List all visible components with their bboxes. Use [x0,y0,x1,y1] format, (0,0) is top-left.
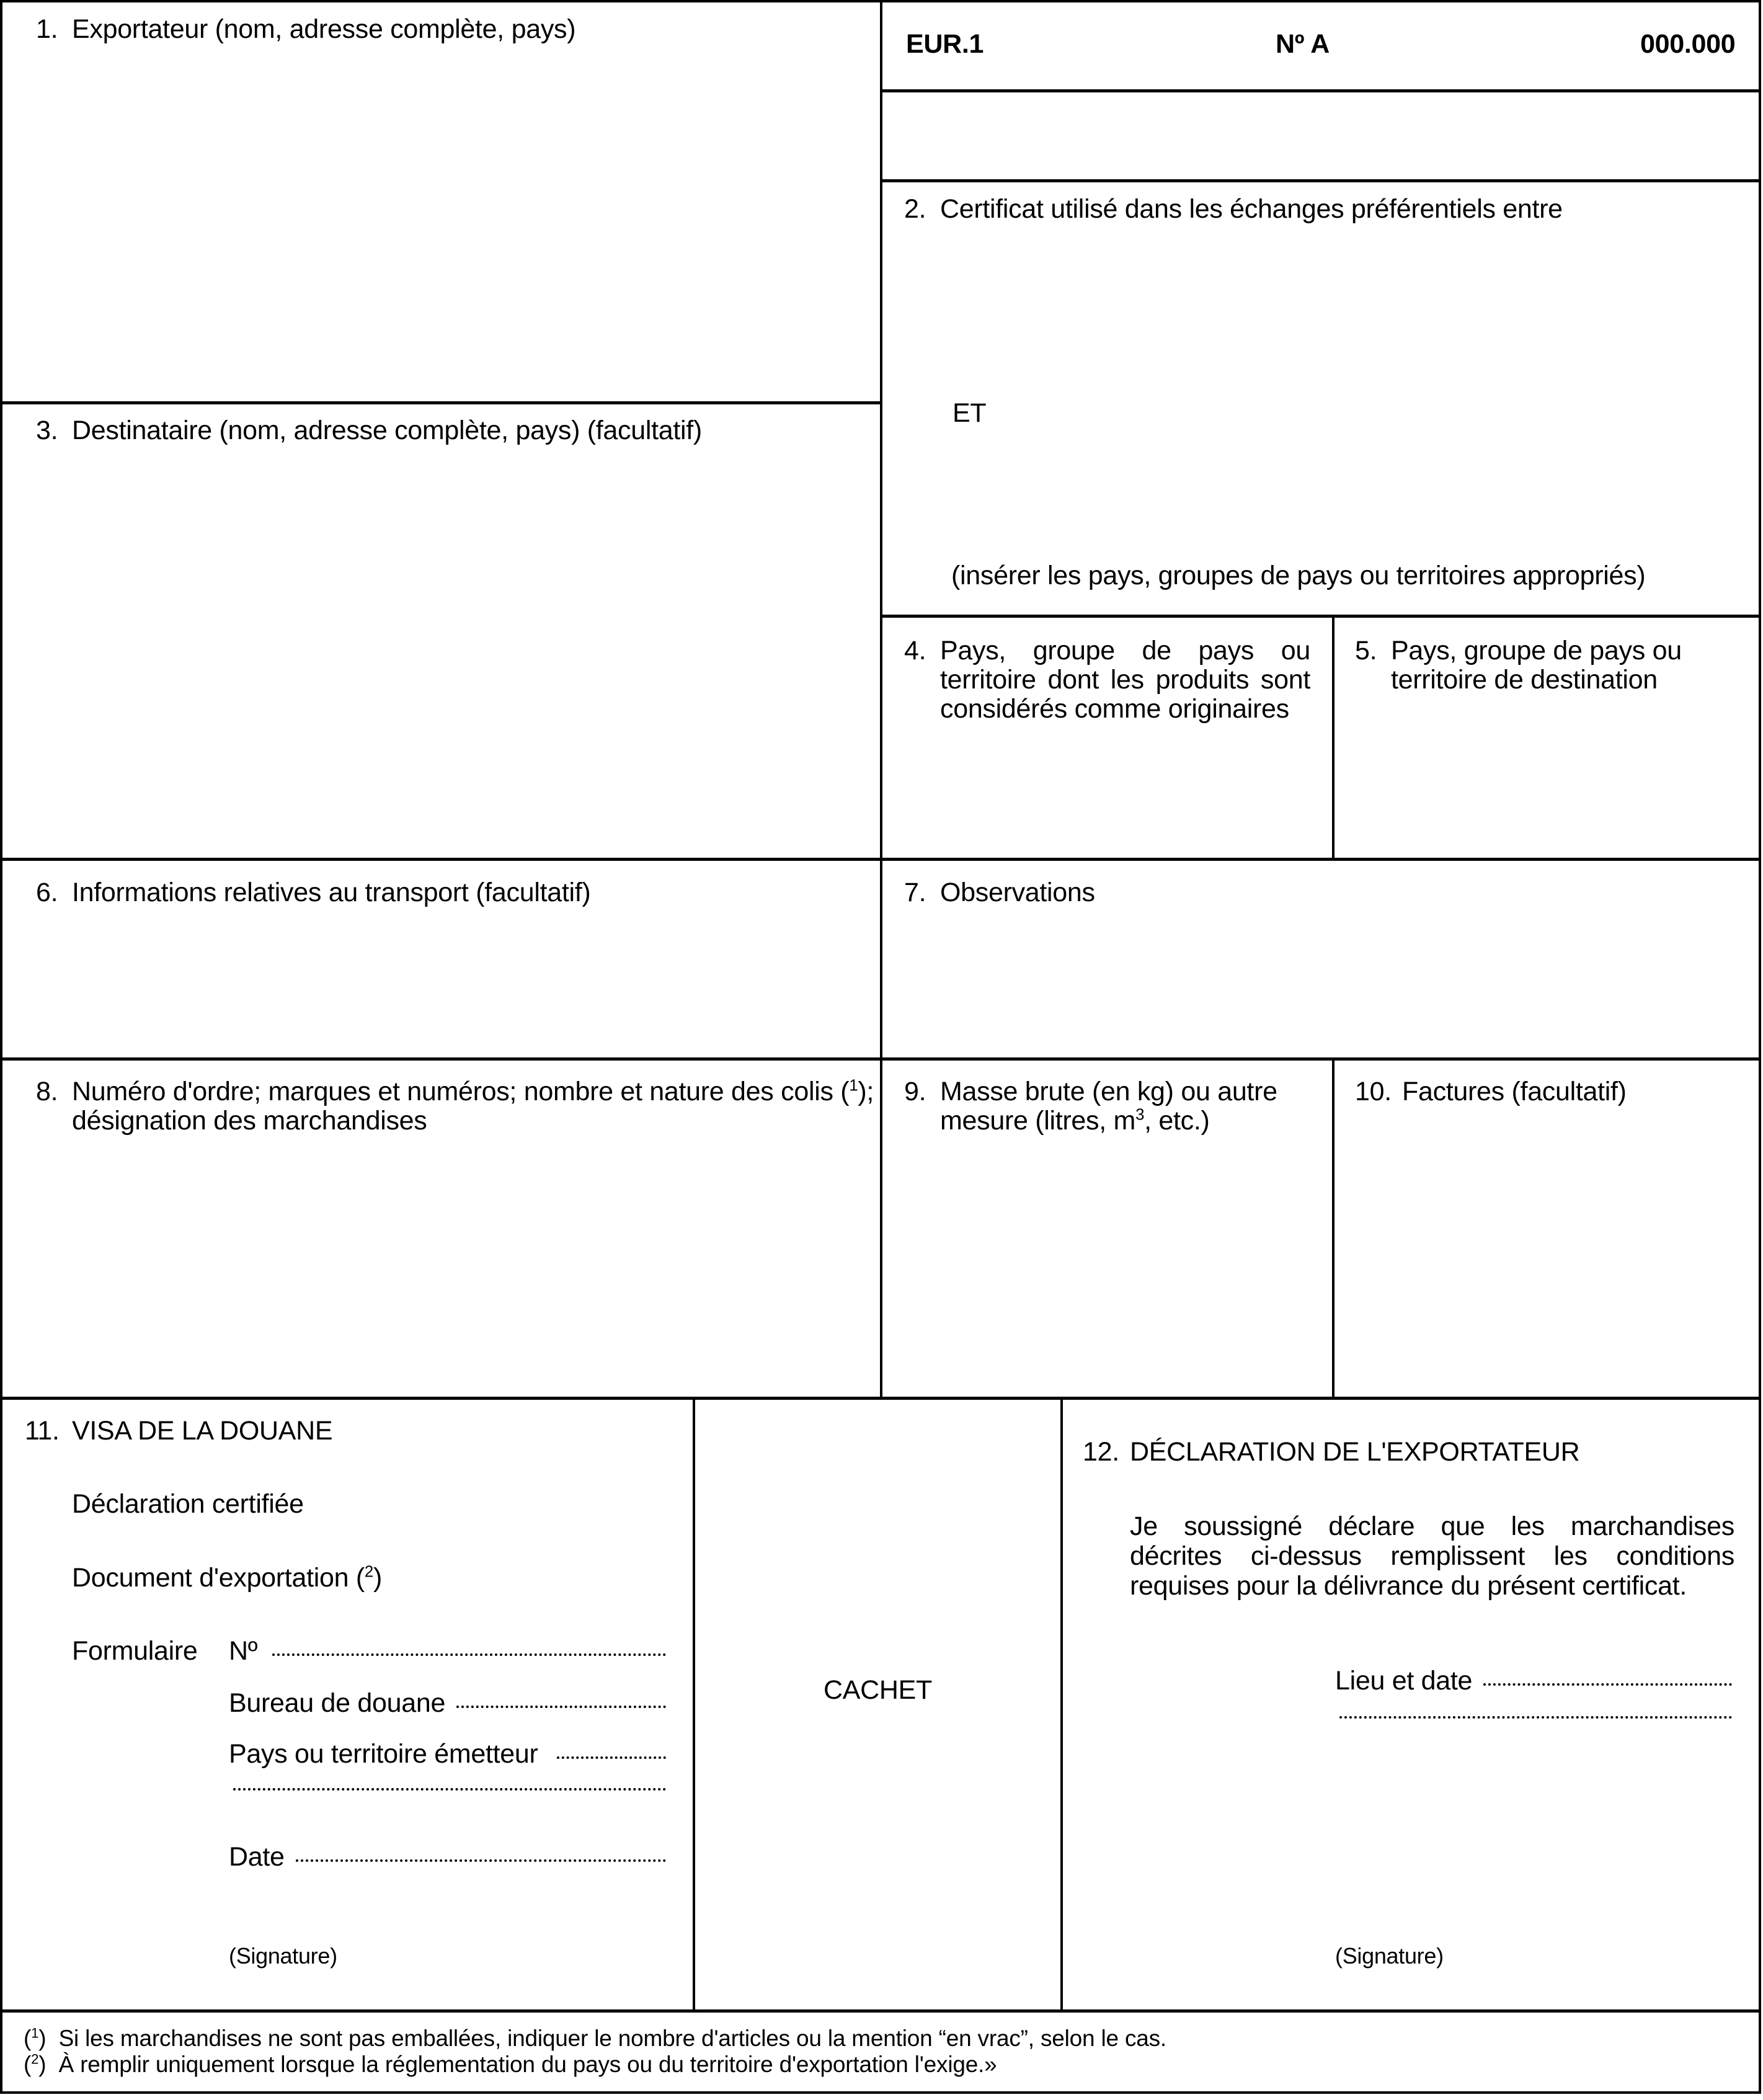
divider-box9-box10 [1332,1059,1334,1398]
footnote-ref-1: 1 [849,1077,858,1095]
box8-number: 8. [36,1077,58,1106]
box11-export-doc: Document d'exportation ($^2$) [72,1563,382,1593]
footnote-2: ($^2$) À remplir uniquement lorsque la réglementation du pays ou du territoire d'exportation l'exige.» [24,2051,997,2077]
box8-goods-field[interactable] [4,1141,878,1395]
box11-title-text: VISA DE LA DOUANE [72,1416,333,1446]
box2-label [904,195,1563,224]
box2-country-b-field[interactable] [884,434,1758,552]
box3-label [36,416,702,445]
divider-header-row [881,89,1760,92]
box5-destination-field[interactable] [1336,707,1757,856]
certificate-number-value: 000.000 [1640,29,1736,59]
box12-place-date-label: Lieu et date [1335,1666,1473,1696]
box11-date-field[interactable] [296,1859,666,1862]
box12-place-date-field-line2[interactable] [1339,1716,1732,1719]
box10-text: Factures (facultatif) [1402,1077,1627,1106]
box10-number: 10. [1355,1077,1392,1106]
box6-transport-field[interactable] [4,918,878,1056]
divider-row-11-12 [1,1397,1760,1400]
divider-row-6-7 [1,858,1760,861]
divider-footnotes [1,2009,1760,2013]
divider-main-vertical [880,1,882,1398]
box8-label: 8. Numéro d'ordre; marques et numéros; nombre et nature des colis ($^1$); désignation des marchandises [36,1077,874,1136]
box11-title [25,1417,332,1446]
box1-exporter-field[interactable] [4,56,878,398]
footnote-ref-2: 2 [364,1563,373,1581]
header-blank-field[interactable] [884,94,1758,178]
box1-number: 1. [36,14,58,44]
box6-label [36,878,590,907]
divider-stamp-box12 [1060,1398,1063,2011]
divider-box2-bottom [881,615,1760,618]
box11-country-field-line2[interactable] [233,1788,666,1791]
box7-text: Observations [940,878,1095,907]
box12-statement: Je soussigné déclare que les marchandises décrites ci-dessus remplissent les conditions requises pour la délivrance du présent certificat. [1130,1511,1734,1601]
box3-text: Destinataire (nom, adresse complète, pays) (facultatif) [72,416,702,445]
box1-text: Exportateur (nom, adresse complète, pays) [72,14,576,44]
divider-box1-bottom [1,401,881,404]
divider-blank-row [881,179,1760,182]
stamp-label: CACHET [824,1675,932,1705]
box1-label [36,15,575,44]
box5-text: Pays, groupe de pays ou territoire de destination [1391,636,1682,695]
box4-origin-field[interactable] [884,732,1330,856]
box9-mass-field[interactable] [884,1141,1330,1395]
box4-number: 4. [904,636,926,665]
box9-label: 9. Masse brute (en kg) ou autre mesure (litres, $m^3$, etc.) [904,1077,1277,1136]
box7-observations-field[interactable] [884,918,1758,1056]
box12-place-date-field[interactable] [1483,1683,1732,1686]
box11-form-number-field[interactable] [272,1653,666,1656]
box3-number: 3. [36,416,58,445]
box6-text: Informations relatives au transport (facultatif) [72,878,591,907]
box11-country-field[interactable] [557,1756,666,1759]
box2-and-label: ET [953,398,987,428]
box11-no-label: Nº [229,1636,258,1666]
box11-country-extra-row [233,1792,666,1794]
box10-label [1355,1077,1627,1106]
form-code: EUR.1 [906,29,984,59]
box11-office-label: Bureau de douane [229,1688,446,1718]
box11-country-label: Pays ou territoire émetteur [229,1739,538,1769]
box7-label [904,878,1095,907]
box4-text: Pays, groupe de pays ou territoire dont les produits sont considérés comme originaires [940,636,1310,724]
box2-country-a-field[interactable] [884,236,1758,391]
box3-consignee-field[interactable] [4,459,878,856]
box12-place-date-row [1335,1666,1732,1696]
box12-place-date-extra-row [1339,1720,1732,1722]
box11-number: 11. [25,1416,60,1446]
box12-number: 12. [1083,1437,1119,1467]
divider-row-8-10 [1,1057,1760,1061]
box11-country-row [229,1740,666,1769]
box11-form-label: Formulaire [72,1636,198,1666]
box4-label [904,636,1310,724]
box12-signature: (Signature) [1335,1943,1444,1969]
box5-label [1355,636,1736,695]
stamp-area[interactable] [696,1402,1059,2008]
box5-number: 5. [1355,636,1377,665]
box11-form-number-row [229,1637,666,1666]
certificate-number-label: Nº A [1276,29,1330,59]
box10-invoices-field[interactable] [1336,1116,1757,1395]
divider-box4-box5 [1332,616,1334,859]
box11-date-label: Date [229,1842,285,1872]
box11-signature: (Signature) [229,1943,337,1969]
footnote-1: ($^1$) Si les marchandises ne sont pas emballées, indiquer le nombre d'articles ou la mention “en vrac”, selon le cas. [24,2025,1167,2051]
box12-title [1083,1438,1579,1467]
box7-number: 7. [904,878,926,907]
box11-certified: Déclaration certifiée [72,1489,304,1519]
box12-title-text: DÉCLARATION DE L'EXPORTATEUR [1130,1437,1580,1467]
box11-office-field[interactable] [456,1706,666,1708]
box11-date-row [229,1843,666,1872]
box2-number: 2. [904,194,926,224]
box2-text: Certificat utilisé dans les échanges préférentiels entre [940,194,1563,224]
box6-number: 6. [36,878,58,907]
box2-hint: (insérer les pays, groupes de pays ou territoires appropriés) [951,561,1646,590]
box9-number: 9. [904,1077,926,1106]
box11-office-row [229,1689,666,1718]
